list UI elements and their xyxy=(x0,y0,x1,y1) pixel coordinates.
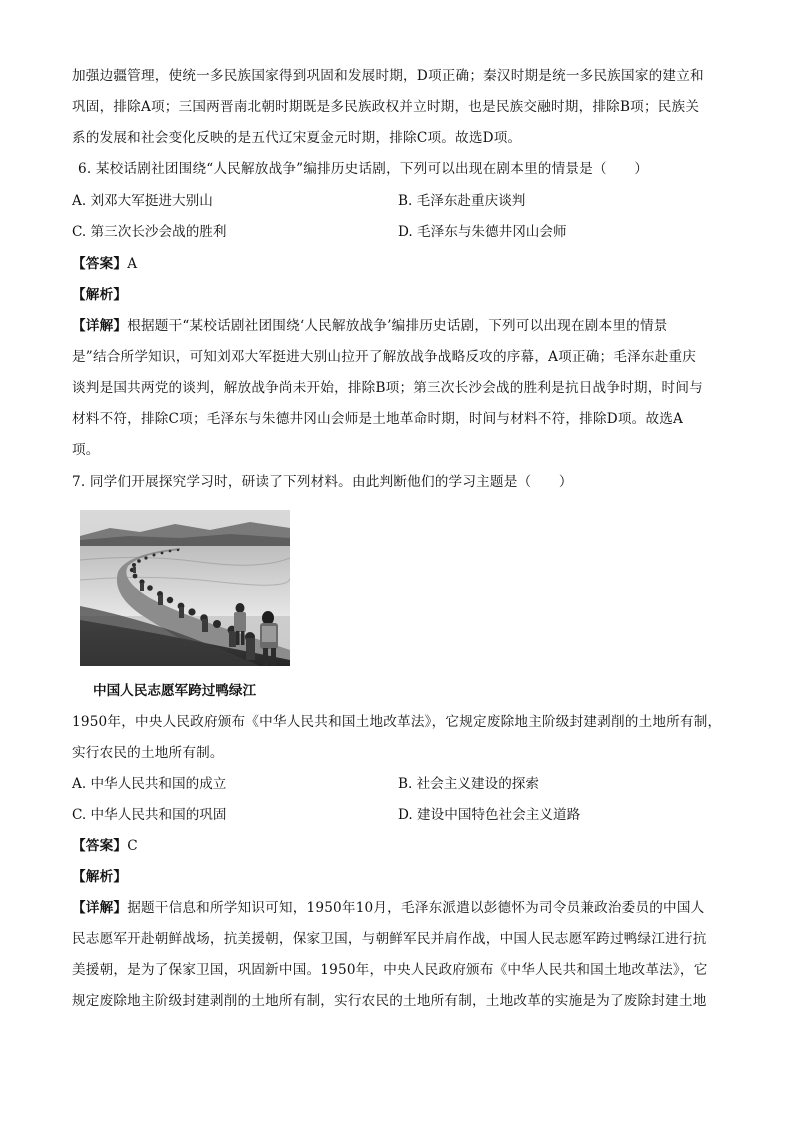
intro-line-3: 系的发展和社会变化反映的是五代辽宋夏金元时期，排除C项。故选D项。 xyxy=(72,130,522,146)
q6-detail-text-1: 根据题干“某校话剧社团围绕‘人民解放战争’编排历史话剧，下列可以出现在剧本里的情景 xyxy=(127,318,668,334)
q6-detail-line-2: 是”结合所学知识，可知刘邓大军挺进大别山拉开了解放战争战略反攻的序幕，A项正确；毛泽东赴重庆 xyxy=(72,349,697,365)
q6-detail-line-3: 谈判是国共两党的谈判，解放战争尚未开始，排除B项；第三次长沙会战的胜利是抗日战争时期，时间与 xyxy=(72,380,703,396)
q7-analysis-label: 【解析】 xyxy=(72,869,128,885)
q6-detail-line-5: 项。 xyxy=(72,442,100,458)
q6-answer-value: A xyxy=(127,256,138,272)
q7-detail-label: 【详解】 xyxy=(72,900,128,916)
q7-answer-label: 【答案】 xyxy=(72,838,128,854)
q6-answer-label: 【答案】 xyxy=(72,256,128,272)
q7-option-d: D. 建设中国特色社会主义道路 xyxy=(398,807,581,823)
volunteer-army-photo xyxy=(80,510,290,666)
photo-caption: 中国人民志愿军跨过鸭绿江 xyxy=(93,683,257,699)
q6-answer xyxy=(72,254,137,274)
q6-option-d: D. 毛泽东与朱德井冈山会师 xyxy=(398,224,567,240)
q7-option-c: C. 中华人民共和国的巩固 xyxy=(72,807,227,823)
q7-option-a: A. 中华人民共和国的成立 xyxy=(72,776,227,792)
q7-option-b: B. 社会主义建设的探索 xyxy=(398,776,539,792)
q7-detail-line-3: 美援朝，是为了保家卫国，巩固新中国。1950年，中央人民政府颁布《中华人民共和国土地改革法》，它 xyxy=(72,962,708,978)
q6-option-b: B. 毛泽东赴重庆谈判 xyxy=(398,193,526,209)
q7-stem: 7. 同学们开展探究学习时，研读了下列材料。由此判断他们的学习主题是（ ） xyxy=(72,474,573,490)
q7-material-line-2: 实行农民的土地所有制。 xyxy=(72,745,224,761)
intro-line-2: 巩固，排除A项；三国两晋南北朝时期既是多民族政权并立时期，也是民族交融时期，排除B项；民族关 xyxy=(72,99,700,115)
q6-detail-line-4: 材料不符，排除C项；毛泽东与朱德井冈山会师是土地革命时期，时间与材料不符，排除D项。故选A xyxy=(72,411,684,427)
q6-option-a: A. 刘邓大军挺进大别山 xyxy=(72,193,213,209)
q6-stem: 6. 某校话剧社团围绕“人民解放战争”编排历史话剧，下列可以出现在剧本里的情景是（ ） xyxy=(78,161,649,177)
q6-detail-line-1 xyxy=(72,316,668,336)
q7-detail-line-2: 民志愿军开赴朝鲜战场，抗美援朝，保家卫国，与朝鲜军民并肩作战，中国人民志愿军跨过鸭绿江进行抗 xyxy=(72,931,707,947)
q7-answer xyxy=(72,836,138,856)
q7-detail-line-4: 规定废除地主阶级封建剥削的土地所有制，实行农民的土地所有制，土地改革的实施是为了废除封建土地 xyxy=(72,993,707,1009)
intro-line-1: 加强边疆管理，使统一多民族国家得到巩固和发展时期，D项正确；秦汉时期是统一多民族国家的建立和 xyxy=(72,68,704,84)
q7-answer-value: C xyxy=(127,838,138,854)
q7-detail-text-1: 据题干信息和所学知识可知，1950年10月，毛泽东派遣以彭德怀为司令员兼政治委员的中国人 xyxy=(127,900,705,916)
q6-option-c: C. 第三次长沙会战的胜利 xyxy=(72,224,227,240)
q7-material-line-1: 1950年，中央人民政府颁布《中华人民共和国土地改革法》，它规定废除地主阶级封建剥削的土地所有制， xyxy=(72,714,722,730)
q7-detail-line-1 xyxy=(72,898,704,918)
q6-analysis-label: 【解析】 xyxy=(72,287,128,303)
q6-detail-label: 【详解】 xyxy=(72,318,128,334)
